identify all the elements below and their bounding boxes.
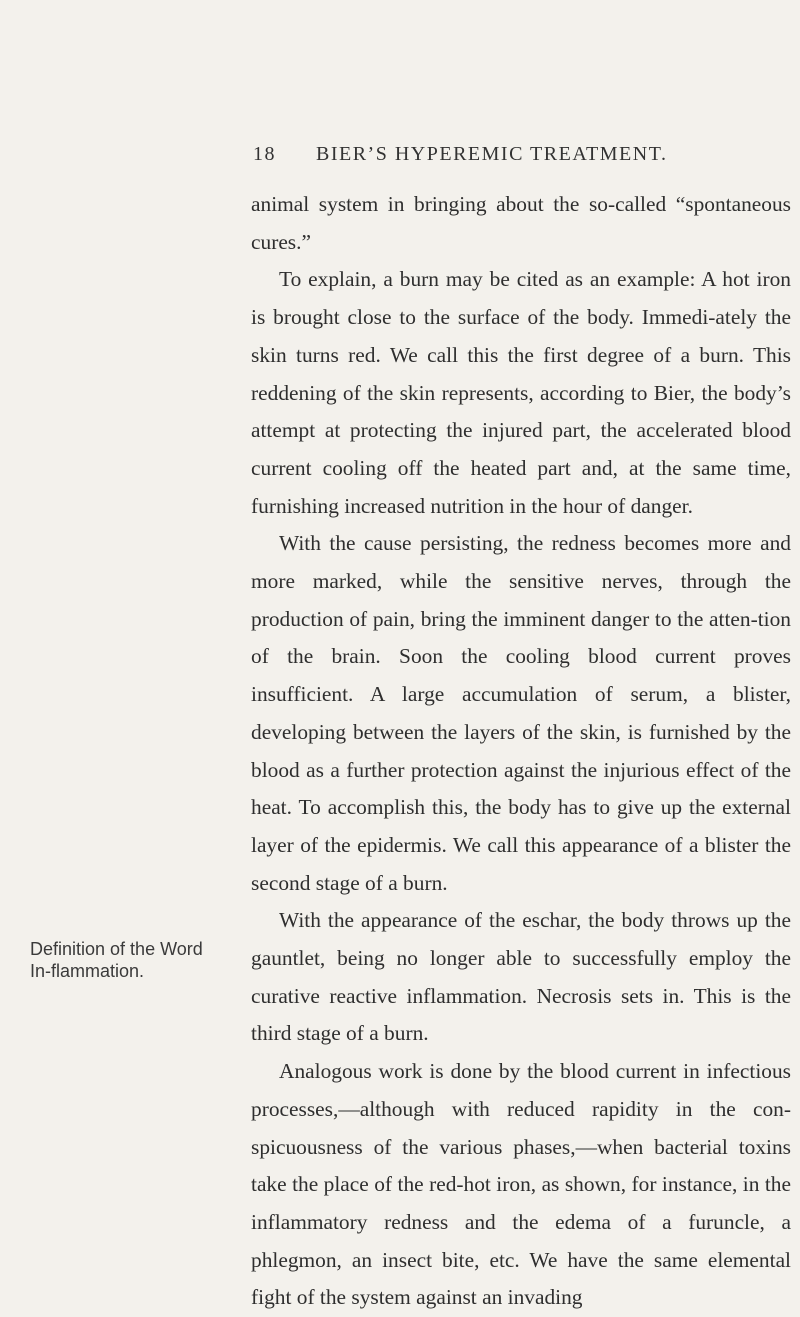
running-head [253, 143, 793, 173]
margin-note: Definition of the Word In-flammation. [30, 939, 203, 981]
running-title: BIER’S HYPEREMIC TREATMENT. [316, 143, 668, 165]
paragraph-burn-example: To explain, a burn may be cited as an example: A hot iron is brought close to the surface of the body. Immedi-ately the skin turns red. We call this the first degree of a burn. This reddening of the skin represents, according to Bier, the body’s attempt at protecting the injured part, the accelerated blood current cooling off the heated part and, at the same time, furnishing increased nutrition in the hour of danger. [251, 267, 791, 518]
body-text [251, 186, 791, 1317]
paragraph-second-stage: With the cause persisting, the redness becomes more and more marked, while the sensitive nerves, through the production of pain, bring the imminent danger to the atten-tion of the brain. Soon the cooling blood current proves insufficient. A large accumulation of serum, a blister, developing between the layers of the skin, is furnished by the blood as a further protection against the injurious effect of the heat. To accomplish this, the body has to give up the external layer of the epidermis. We call this appearance of a blister the second stage of a burn. [251, 531, 791, 895]
paragraph-infectious-processes: Analogous work is done by the blood current in infectious processes,—although with reduced rapidity in the con-spicuousness of the various phases,—when bacterial toxins take the place of the red-hot iron, as shown, for instance, in the inflammatory redness and the edema of a furuncle, a phlegmon, an insect bite, etc. We have the same elemental fight of the system against an invading [251, 1059, 791, 1310]
paragraph-continuation: animal system in bringing about the so-called “spontaneous cures.” [251, 192, 791, 254]
page-number: 18 [253, 143, 276, 165]
paragraph-third-stage: With the appearance of the eschar, the body throws up the gauntlet, being no longer able to successfully employ the curative reactive inflammation. Necrosis sets in. This is the third stage of a burn. [251, 908, 791, 1046]
